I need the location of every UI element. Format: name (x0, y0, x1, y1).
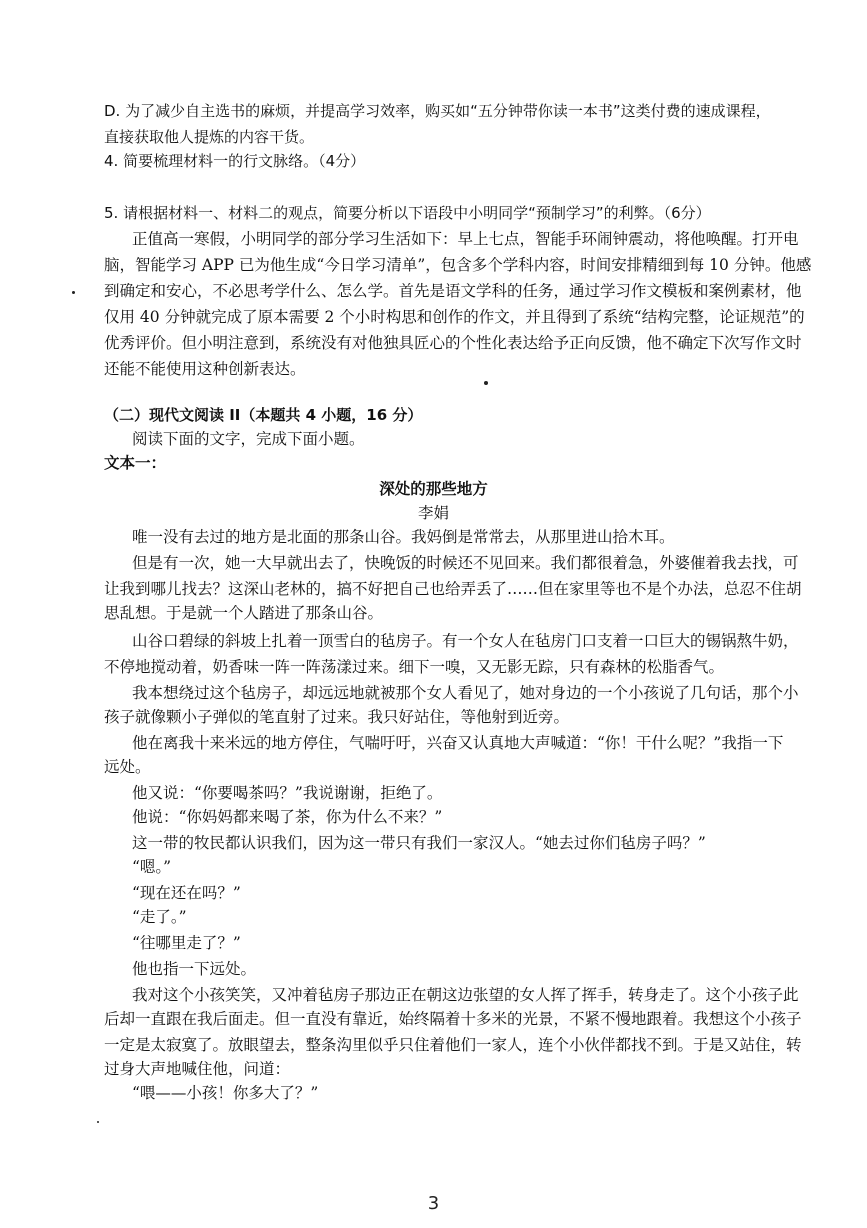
article-line: “走了。” (132, 908, 187, 926)
scan-speck (97, 1121, 99, 1123)
article-line: 一定是太寂寞了。放眼望去，整条沟里似乎只住着他们一家人，连个小伙伴都找不到。于是又站住，转 (104, 1036, 802, 1054)
article-line: 让我到哪儿找去？这深山老林的，搞不好把自己也给弄丢了……但在家里等也不是个办法，总忍不住胡 (104, 580, 802, 598)
article-line: 我对这个小孩笑笑，又冲着毡房子那边正在朝这边张望的女人挥了挥手，转身走了。这个小孩子此 (132, 986, 799, 1004)
article-title: 深处的那些地方 (379, 479, 488, 498)
question-5: 5. 请根据材料一、材料二的观点，简要分析以下语段中小明同学“预制学习”的利弊。（6分） (104, 204, 711, 222)
article-line: “喂——小孩！你多大了？” (132, 1084, 319, 1102)
passage-line: 正值高一寒假，小明同学的部分学习生活如下：早上七点，智能手环闹钟震动，将他唤醒。打开电 (132, 230, 799, 248)
article-line: “嗯。” (132, 858, 172, 876)
article-line: 远处。 (104, 758, 151, 776)
article-line: 不停地搅动着，奶香味一阵一阵荡漾过来。细下一嗅，又无影无踪，只有森林的松脂香气。 (104, 658, 725, 676)
article-line: 他说：“你妈妈都来喝了茶，你为什么不来？” (132, 808, 443, 826)
article-line: 我本想绕过这个毡房子，却远远地就被那个女人看见了，她对身边的一个小孩说了几句话，那个小 (132, 684, 799, 702)
article-line: 过身大声地喊住他，问道： (104, 1060, 291, 1078)
article-line: 这一带的牧民都认识我们，因为这一带只有我们一家汉人。“她去过你们毡房子吗？” (132, 834, 706, 852)
passage-line: 优秀评价。但小明注意到，系统没有对他独具匠心的个性化表达给予正向反馈，他不确定下次写作文时 (104, 334, 802, 352)
article-line: 后却一直跟在我后面走。但一直没有靠近，始终隔着十多米的光景，不紧不慢地跟着。我想这个小孩子 (104, 1010, 802, 1028)
article-line: 唯一没有去过的地方是北面的那条山谷。我妈倒是常常去，从那里进山拾木耳。 (132, 528, 675, 546)
passage-line: 脑，智能学习 APP 已为他生成“今日学习清单”，包含多个学科内容，时间安排精细到每 10 分钟。他感 (104, 256, 812, 274)
passage-line: 仅用 40 分钟就完成了原本需要 2 个小时构思和创作的作文，并且得到了系统“结构完整，论证规范”的 (104, 308, 805, 326)
article-author: 李娟 (417, 504, 449, 522)
option-d-line-1: D. 为了减少自主选书的麻烦，并提高学习效率，购买如“五分钟带你读一本书”这类付费的速成课程， (104, 102, 771, 120)
text-label: 文本一： (104, 453, 167, 472)
article-line: 他也指一下远处。 (132, 960, 257, 978)
reading-instruction: 阅读下面的文字，完成下面小题。 (132, 430, 365, 448)
article-line: “现在还在吗？” (132, 884, 241, 902)
page-number: 3 (427, 1193, 440, 1214)
passage-line: 到确定和安心，不必思考学什么、怎么学。首先是语文学科的任务，通过学习作文模板和案例素材，他 (104, 282, 802, 300)
section-heading: （二）现代文阅读 II（本题共 4 小题，16 分） (104, 406, 423, 424)
article-line: 孩子就像颗小子弹似的笔直射了过来。我只好站住，等他射到近旁。 (104, 708, 570, 726)
article-line: 思乱想。于是就一个人踏进了那条山谷。 (104, 604, 384, 622)
article-line: 他又说：“你要喝茶吗？”我说谢谢，拒绝了。 (132, 784, 443, 802)
scan-speck (72, 291, 75, 294)
question-4: 4. 简要梳理材料一的行文脉络。（4分） (104, 152, 366, 170)
article-line: “往哪里走了？” (132, 934, 241, 952)
article-line: 山谷口碧绿的斜坡上扎着一顶雪白的毡房子。有一个女人在毡房门口支着一口巨大的锡锅熬牛奶， (132, 632, 799, 650)
article-line: 但是有一次，她一大早就出去了，快晚饭的时候还不见回来。我们都很着急，外婆催着我去找，可 (132, 554, 799, 572)
option-d-line-2: 直接获取他人提炼的内容干货。 (104, 128, 315, 146)
passage-line: 还能不能使用这种创新表达。 (104, 360, 306, 378)
article-line: 他在离我十来米远的地方停住，气喘吁吁，兴奋又认真地大声喊道：“你！干什么呢？”我指一下 (132, 734, 784, 752)
scan-speck (484, 381, 488, 385)
